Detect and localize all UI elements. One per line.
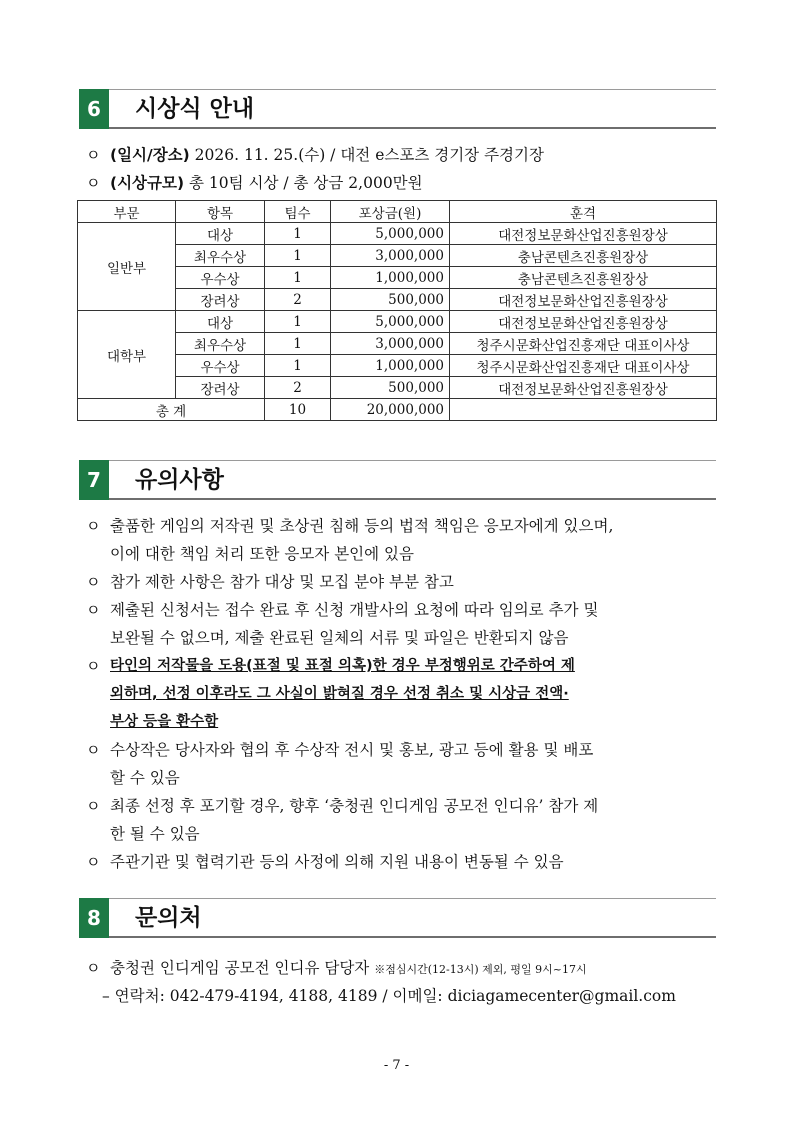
cell-prize: 500,000 xyxy=(331,289,450,311)
notice-line: 출품한 게임의 저작권 및 초상권 침해 등의 법적 책임은 응모자에게 있으며, xyxy=(110,517,614,535)
bullet-mark: ㅇ xyxy=(86,146,101,164)
cell-item: 최우수상 xyxy=(176,245,265,267)
section-6-header xyxy=(79,89,716,129)
total-prize: 20,000,000 xyxy=(331,399,450,421)
cell-award: 대전정보문화산업진흥원장상 xyxy=(450,377,717,399)
prize-table xyxy=(77,200,717,421)
ceremony-scale-line xyxy=(110,171,423,193)
cell-prize: 1,000,000 xyxy=(331,267,450,289)
category-general: 일반부 xyxy=(78,223,176,311)
date-value: 2026. 11. 25.(수) / 대전 e스포츠 경기장 주경기장 xyxy=(189,146,544,164)
cell-award: 청주시문화산업진흥재단 대표이사상 xyxy=(450,355,717,377)
section-title: 문의처 xyxy=(135,905,202,931)
notice-line: 할 수 있음 xyxy=(110,769,180,787)
cell-teams: 2 xyxy=(265,289,331,311)
scale-value: 총 10팀 시상 / 총 상금 2,000만원 xyxy=(184,174,423,192)
cell-award: 대전정보문화산업진흥원장상 xyxy=(450,311,717,333)
notice-line: 한 될 수 있음 xyxy=(110,825,200,843)
contact-detail: – 연락처: 042-479-4194, 4188, 4189 / 이메일: diciagamecenter@gmail.com xyxy=(102,987,676,1005)
section-number: 7 xyxy=(79,460,109,500)
cell-award: 충남콘텐츠진흥원장상 xyxy=(450,245,717,267)
bullet-mark: ㅇ xyxy=(86,601,101,619)
table-header-row xyxy=(78,201,717,223)
bullet-mark: ㅇ xyxy=(86,797,101,815)
cell-prize: 3,000,000 xyxy=(331,245,450,267)
page-number: - 7 - xyxy=(383,1058,410,1073)
notice-line: 제출된 신청서는 접수 완료 후 신청 개발사의 요청에 따라 임의로 추가 및 xyxy=(110,601,599,619)
table-row xyxy=(78,223,717,245)
cell-teams: 1 xyxy=(265,333,331,355)
cell-prize: 5,000,000 xyxy=(331,223,450,245)
notice-line: 참가 제한 사항은 참가 대상 및 모집 분야 부분 참고 xyxy=(110,573,454,591)
header-teams: 팀수 xyxy=(265,201,331,223)
notice-line: 이에 대한 책임 처리 또한 응모자 본인에 있음 xyxy=(110,545,415,563)
cell-item: 우수상 xyxy=(176,267,265,289)
date-label: (일시/장소) xyxy=(110,146,190,164)
cell-teams: 1 xyxy=(265,311,331,333)
ceremony-date-line xyxy=(110,143,544,165)
bullet-mark: ㅇ xyxy=(86,174,101,192)
cell-teams: 1 xyxy=(265,355,331,377)
cell-item: 장려상 xyxy=(176,289,265,311)
bullet-mark: ㅇ xyxy=(86,959,101,977)
bullet-mark: ㅇ xyxy=(86,517,101,535)
contact-line xyxy=(110,956,587,978)
section-number: 8 xyxy=(79,898,109,938)
notice-line: 주관기관 및 협력기관 등의 사정에 의해 지원 내용이 변동될 수 있음 xyxy=(110,853,564,871)
cell-prize: 5,000,000 xyxy=(331,311,450,333)
total-label: 총 계 xyxy=(78,399,265,421)
cell-teams: 1 xyxy=(265,245,331,267)
cell-award: 청주시문화산업진흥재단 대표이사상 xyxy=(450,333,717,355)
section-number: 6 xyxy=(79,89,109,129)
section-title: 유의사항 xyxy=(135,467,224,493)
bullet-mark: ㅇ xyxy=(86,741,101,759)
total-award-empty xyxy=(450,399,717,421)
category-college: 대학부 xyxy=(78,311,176,399)
cell-prize: 500,000 xyxy=(331,377,450,399)
cell-item: 장려상 xyxy=(176,377,265,399)
cell-award: 대전정보문화산업진흥원장상 xyxy=(450,289,717,311)
cell-item: 대상 xyxy=(176,311,265,333)
cell-award: 대전정보문화산업진흥원장상 xyxy=(450,223,717,245)
total-teams: 10 xyxy=(265,399,331,421)
cell-teams: 1 xyxy=(265,223,331,245)
table-total-row xyxy=(78,399,717,421)
bullet-mark: ㅇ xyxy=(86,853,101,871)
cell-item: 대상 xyxy=(176,223,265,245)
header-prize: 포상금(원) xyxy=(331,201,450,223)
section-title: 시상식 안내 xyxy=(135,96,255,122)
bullet-mark: ㅇ xyxy=(86,573,101,591)
cell-prize: 3,000,000 xyxy=(331,333,450,355)
section-7-header xyxy=(79,460,716,500)
section-8-header xyxy=(79,898,716,938)
notice-line: 수상작은 당사자와 협의 후 수상작 전시 및 홍보, 광고 등에 활용 및 배포 xyxy=(110,741,594,759)
header-item: 항목 xyxy=(176,201,265,223)
contact-hours-note: ※점심시간(12-13시) 제외, 평일 9시~17시 xyxy=(374,963,587,976)
notice-line: 최종 선정 후 포기할 경우, 향후 ‘충청권 인디게임 공모전 인디유’ 참가 제 xyxy=(110,797,599,815)
cell-award: 충남콘텐츠진흥원장상 xyxy=(450,267,717,289)
cell-teams: 2 xyxy=(265,377,331,399)
scale-label: (시상규모) xyxy=(110,174,185,192)
notice-line: 보완될 수 없으며, 제출 완료된 일체의 서류 및 파일은 반환되지 않음 xyxy=(110,629,569,647)
notice-line-emphasis: 외하며, 선정 이후라도 그 사실이 밝혀질 경우 선정 취소 및 시상금 전액· xyxy=(110,686,569,702)
cell-item: 우수상 xyxy=(176,355,265,377)
bullet-mark: ㅇ xyxy=(86,657,101,675)
cell-prize: 1,000,000 xyxy=(331,355,450,377)
header-category: 부문 xyxy=(78,201,176,223)
notice-line-emphasis: 타인의 저작물을 도용(표절 및 표절 의혹)한 경우 부정행위로 간주하여 제 xyxy=(110,658,575,674)
header-award: 훈격 xyxy=(450,201,717,223)
cell-item: 최우수상 xyxy=(176,333,265,355)
table-row xyxy=(78,311,717,333)
notice-line-emphasis: 부상 등을 환수함 xyxy=(110,714,219,730)
cell-teams: 1 xyxy=(265,267,331,289)
contact-title: 충청권 인디게임 공모전 인디유 담당자 xyxy=(110,959,370,977)
